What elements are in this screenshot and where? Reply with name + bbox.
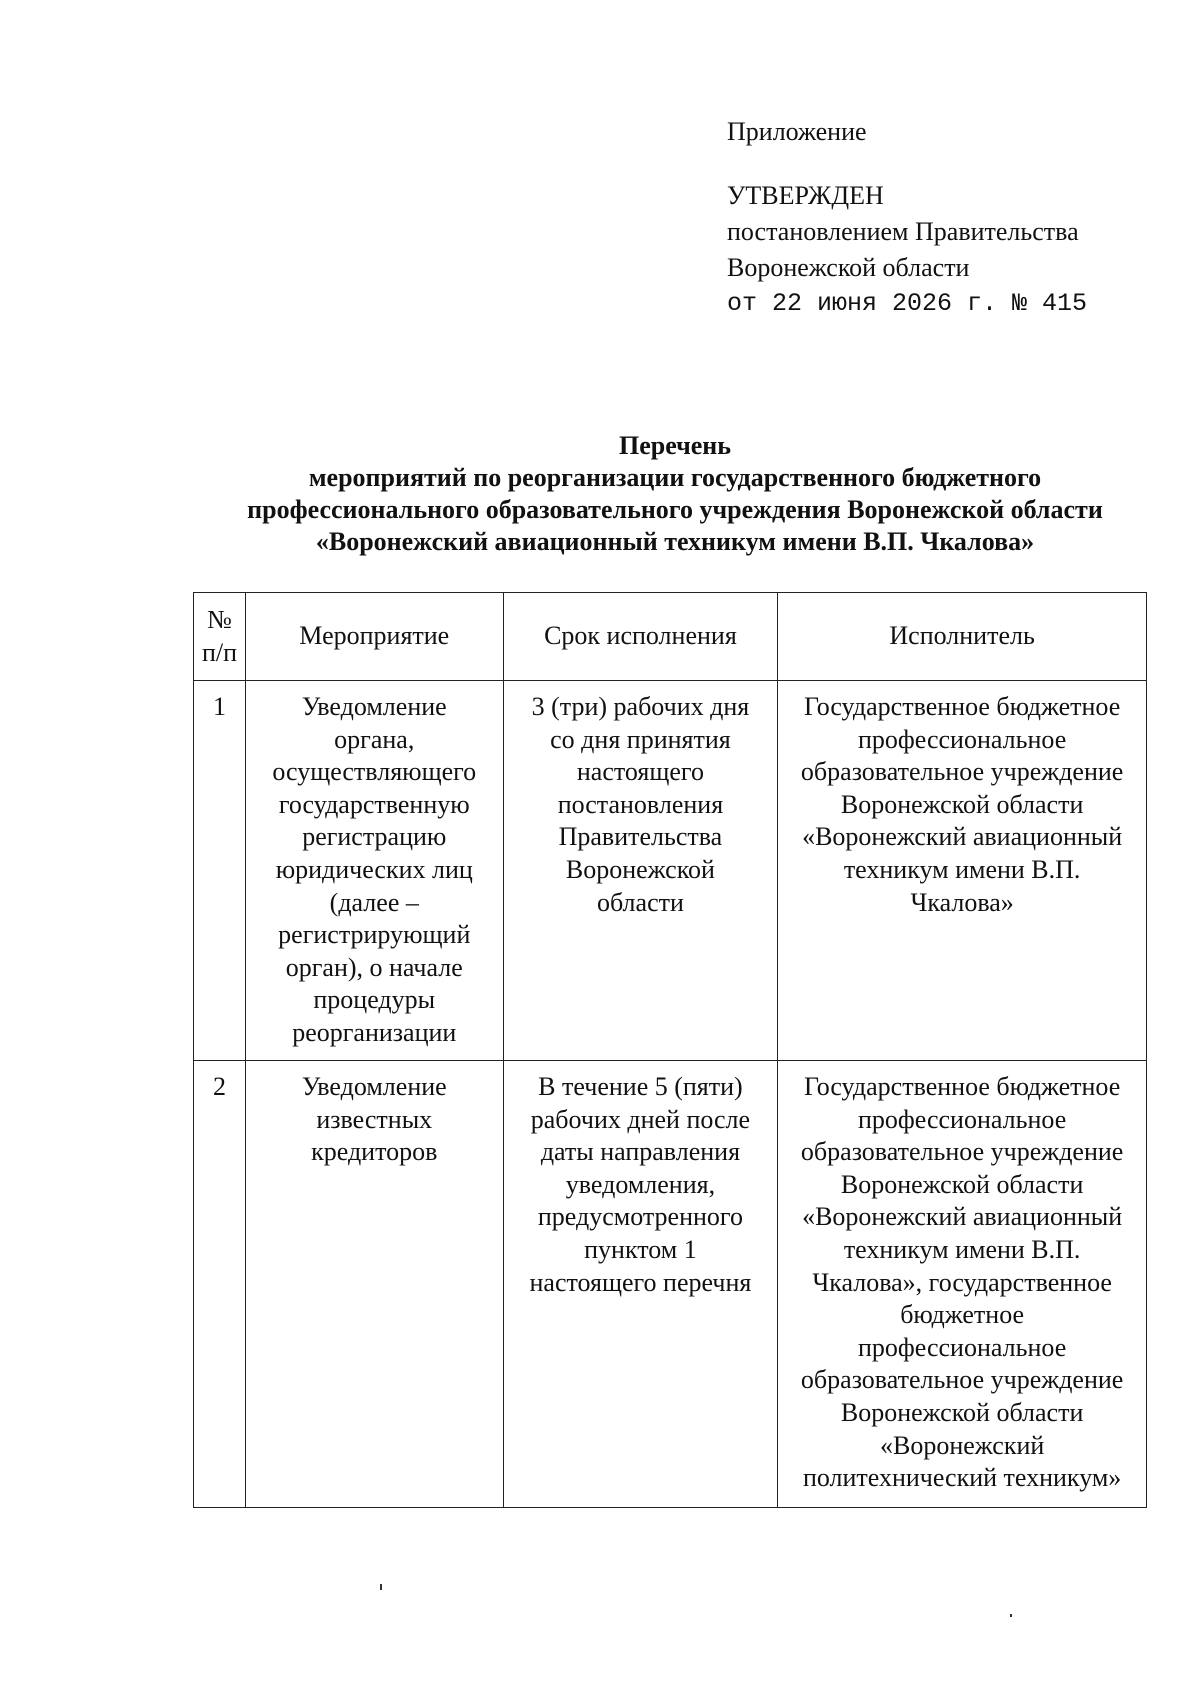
- title-line-2: мероприятий по реорганизации государственного бюджетного: [308, 463, 1042, 492]
- row-number: 1: [194, 681, 246, 1061]
- cell-line: бюджетное: [900, 1300, 1025, 1330]
- cell-line: Правительства: [558, 822, 723, 852]
- cell-line: осуществляющего: [272, 757, 477, 787]
- header-measure: Мероприятие: [245, 593, 503, 681]
- cell-line: пунктом 1: [584, 1234, 697, 1264]
- cell-line: профессиональное: [858, 724, 1067, 754]
- title-line-3: профессионального образовательного учреждения Воронежской области: [247, 495, 1103, 524]
- measures-table: [193, 592, 1147, 1508]
- cell-line: юридических лиц: [275, 854, 473, 884]
- appendix-label: Приложение: [727, 117, 867, 146]
- cell-line: Чкалова»: [910, 887, 1014, 917]
- header-deadline: Срок исполнения: [503, 593, 778, 681]
- header-number: [194, 593, 246, 681]
- cell-line: предусмотренного: [537, 1202, 743, 1232]
- cell-line: регистрацию: [302, 822, 447, 852]
- cell-line: орган), о начале: [285, 952, 463, 982]
- approved-by-line-2: Воронежской области: [727, 253, 970, 282]
- row-measure: [245, 1061, 503, 1508]
- cell-line: Государственное бюджетное: [803, 1072, 1121, 1101]
- approval-gap: [727, 150, 1087, 178]
- cell-line: Уведомление: [301, 1072, 447, 1101]
- cell-line: процедуры: [313, 985, 436, 1015]
- cell-line: органа,: [334, 724, 415, 754]
- resolution-date-number: от 22 июня 2026 г. № 415: [727, 289, 1088, 318]
- cell-line: В течение 5 (пяти): [538, 1072, 743, 1101]
- cell-line: настоящего: [576, 757, 704, 787]
- approval-block: [727, 114, 1087, 322]
- scan-speck: [380, 1584, 382, 1590]
- cell-line: 3 (три) рабочих дня: [531, 692, 750, 721]
- cell-line: Воронежской области: [840, 1397, 1084, 1427]
- cell-line: известных: [316, 1104, 433, 1134]
- header-executor: Исполнитель: [778, 593, 1147, 681]
- cell-line: Воронежской области: [840, 1169, 1084, 1199]
- cell-line: Чкалова», государственное: [812, 1267, 1112, 1297]
- cell-line: образовательное учреждение: [800, 1137, 1124, 1167]
- cell-line: со дня принятия: [550, 724, 731, 754]
- cell-line: даты направления: [540, 1137, 741, 1167]
- cell-line: уведомления,: [565, 1169, 716, 1199]
- cell-line: настоящего перечня: [529, 1267, 752, 1297]
- cell-line: Воронежской: [565, 854, 715, 884]
- title-line-4: «Воронежский авиационный техникум имени В.П. Чкалова»: [315, 527, 1035, 556]
- cell-line: «Воронежский: [879, 1430, 1045, 1460]
- cell-line: профессиональное: [858, 1104, 1067, 1134]
- row-measure: [245, 681, 503, 1061]
- cell-line: образовательное учреждение: [800, 1365, 1124, 1395]
- table-header-row: [194, 593, 1147, 681]
- row-number: 2: [194, 1061, 246, 1508]
- cell-line: Уведомление: [301, 692, 447, 721]
- row-deadline: [503, 681, 778, 1061]
- cell-line: Воронежской области: [840, 789, 1084, 819]
- cell-line: реорганизации: [292, 1017, 457, 1047]
- cell-line: №: [207, 604, 232, 634]
- cell-line: кредиторов: [311, 1137, 438, 1167]
- cell-line: политехнический техникум»: [802, 1463, 1122, 1493]
- table-row: [194, 1061, 1147, 1508]
- cell-line: «Воронежский авиационный: [802, 822, 1123, 852]
- cell-line: образовательное учреждение: [800, 757, 1124, 787]
- row-executor: [778, 1061, 1147, 1508]
- cell-line: постановления: [557, 789, 724, 819]
- cell-line: техникум имени В.П.: [843, 1234, 1081, 1264]
- cell-line: области: [596, 887, 684, 917]
- approved-by-line-1: постановлением Правительства: [727, 217, 1079, 246]
- cell-line: рабочих дней после: [530, 1104, 751, 1134]
- scan-speck: [1010, 1614, 1012, 1617]
- approved-label: УТВЕРЖДЕН: [727, 181, 884, 210]
- cell-line: регистрирующий: [278, 920, 471, 950]
- cell-line: п/п: [201, 637, 237, 667]
- cell-line: профессиональное: [858, 1332, 1067, 1362]
- row-deadline: [503, 1061, 778, 1508]
- document-title: [150, 430, 1200, 558]
- cell-line: государственную: [278, 789, 470, 819]
- cell-line: техникум имени В.П.: [843, 854, 1081, 884]
- cell-line: (далее –: [329, 887, 419, 917]
- table-row: [194, 681, 1147, 1061]
- cell-line: «Воронежский авиационный: [802, 1202, 1123, 1232]
- row-executor: [778, 681, 1147, 1061]
- title-line-1: Перечень: [618, 431, 732, 460]
- cell-line: Государственное бюджетное: [803, 692, 1121, 721]
